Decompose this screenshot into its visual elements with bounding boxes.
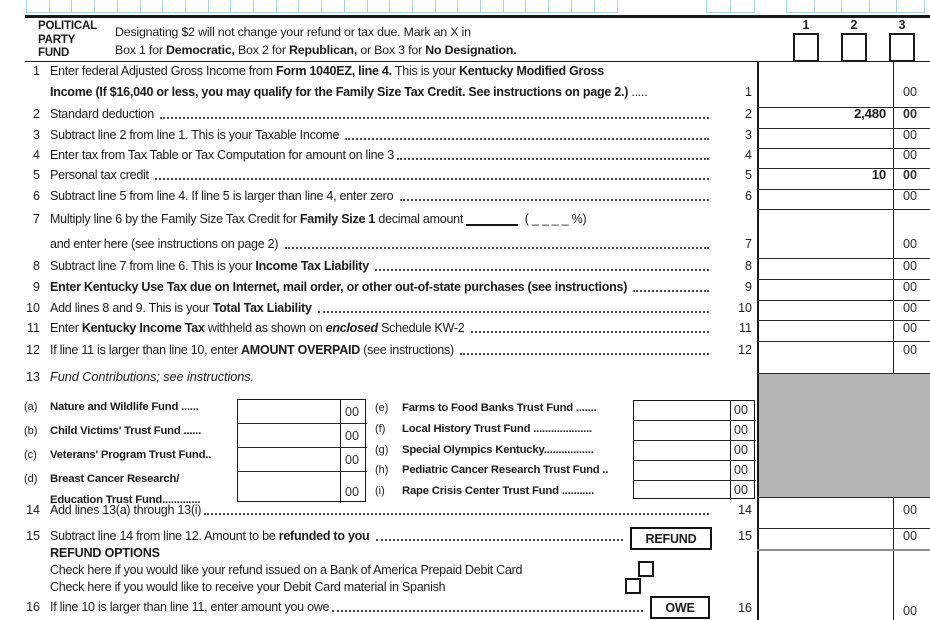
party-designation-checkbox-2[interactable] bbox=[841, 33, 867, 62]
right-line-number-3: 3 bbox=[745, 128, 752, 142]
left-line-number-12: 12 bbox=[26, 343, 40, 357]
text-segment: Box 2 for bbox=[234, 43, 290, 57]
text-segment bbox=[627, 280, 630, 294]
line-9-label bbox=[50, 280, 712, 294]
text-segment: Box 1 for bbox=[115, 43, 167, 57]
left-line-number-5: 5 bbox=[33, 168, 40, 182]
left-line-number-8: 8 bbox=[33, 259, 40, 273]
line-5-label bbox=[50, 168, 712, 182]
text-segment: Personal tax credit bbox=[50, 168, 152, 182]
text-segment: (see instructions) bbox=[359, 343, 458, 357]
entry-cell[interactable] bbox=[321, 0, 345, 13]
right-line-number-16: 16 bbox=[738, 601, 752, 615]
party-instruction-line-2 bbox=[115, 43, 517, 57]
fund-g-cents-value: 00 bbox=[733, 443, 748, 457]
entry-cell[interactable] bbox=[548, 0, 572, 13]
text-segment: Kentucky Modified Gross bbox=[458, 64, 604, 78]
text-segment: Democratic, bbox=[166, 43, 235, 57]
entry-cell[interactable] bbox=[344, 0, 368, 13]
fund-f-amount-field[interactable] bbox=[634, 421, 728, 439]
fund-a-label: Nature and Wildlife Fund ...... bbox=[50, 401, 199, 413]
line-1-label bbox=[50, 85, 712, 99]
fund-d-label: Breast Cancer Research/ bbox=[50, 473, 180, 485]
party-fund-instructions bbox=[115, 25, 517, 61]
right-line-number-8: 8 bbox=[745, 259, 752, 273]
right-line-number-10: 10 bbox=[738, 301, 752, 315]
left-line-number-7: 7 bbox=[33, 212, 40, 226]
line-13-label: Fund Contributions; see instructions. bbox=[50, 369, 254, 384]
entry-cell[interactable] bbox=[26, 0, 50, 13]
fund-b-cents-value: 00 bbox=[344, 429, 359, 443]
text-segment: refunded to you bbox=[278, 529, 370, 543]
entry-cell[interactable] bbox=[49, 0, 73, 13]
entry-cell[interactable] bbox=[71, 0, 95, 13]
text-segment: Income (If $16,040 or less, you may qualify for the Family Size Tax Credit. See instructions on page 2.) bbox=[50, 85, 629, 99]
dotted-leader bbox=[397, 158, 709, 160]
entry-cell[interactable] bbox=[253, 0, 277, 13]
fund-e-amount-field[interactable] bbox=[634, 401, 728, 419]
left-line-number-14: 14 bbox=[26, 503, 40, 517]
text-segment: Income Tax Liability bbox=[255, 259, 369, 273]
line-7-label bbox=[50, 237, 712, 251]
text-segment: ( _ _ _ _ %) bbox=[518, 212, 587, 226]
line-5-cents-value: 00 bbox=[902, 168, 917, 182]
left-line-number-16: 16 bbox=[26, 600, 40, 614]
fund-h-label: Pediatric Cancer Research Trust Fund .. bbox=[402, 464, 609, 476]
right-line-number-15: 15 bbox=[738, 529, 752, 543]
fund-i-letter: (i) bbox=[375, 485, 385, 497]
entry-cell[interactable] bbox=[706, 0, 731, 13]
text-segment: Add lines 13(a) through 13(i) bbox=[50, 503, 202, 517]
party-instruction-line-1 bbox=[115, 25, 517, 39]
fund-i-cents-value: 00 bbox=[733, 483, 748, 497]
entry-cell[interactable] bbox=[94, 0, 118, 13]
left-line-number-6: 6 bbox=[33, 189, 40, 203]
fund-c-letter: (c) bbox=[24, 449, 37, 461]
fund-c-amount-field[interactable] bbox=[238, 448, 339, 470]
fund-h-cents-value: 00 bbox=[733, 463, 748, 477]
line-11-label bbox=[50, 321, 712, 335]
spanish-material-checkbox[interactable] bbox=[625, 578, 641, 594]
entry-cell[interactable] bbox=[185, 0, 209, 13]
entry-cell[interactable] bbox=[503, 0, 527, 13]
fund-a-cents-value: 00 bbox=[344, 405, 359, 419]
text-segment: Form 1040EZ, line 4. bbox=[275, 64, 392, 78]
entry-cell[interactable] bbox=[480, 0, 504, 13]
line-12-label bbox=[50, 343, 712, 357]
fund-b-amount-field[interactable] bbox=[238, 424, 339, 446]
party-designation-checkbox-3[interactable] bbox=[889, 33, 915, 62]
line-15-cents-value: 00 bbox=[902, 529, 917, 543]
right-line-number-11: 11 bbox=[739, 321, 752, 335]
text-segment: Enter federal Adjusted Gross Income from bbox=[50, 64, 276, 78]
right-line-number-9: 9 bbox=[745, 280, 752, 294]
entry-cell[interactable] bbox=[786, 0, 815, 13]
fund-d-label-2: Education Trust Fund............. bbox=[50, 494, 201, 506]
fund-h-amount-field[interactable] bbox=[634, 461, 728, 479]
line-2-amount-value: 2,480 bbox=[853, 106, 886, 121]
text-segment: Multiply line 6 by the Family Size Tax Credit for bbox=[50, 212, 300, 226]
text-segment bbox=[312, 301, 315, 315]
fund-d-cents-value: 00 bbox=[344, 485, 359, 499]
text-segment: enclosed bbox=[325, 321, 378, 335]
line-6-label bbox=[50, 189, 712, 203]
dotted-leader bbox=[332, 610, 643, 612]
text-segment: If line 10 is larger than line 11, enter amount you owe bbox=[50, 600, 330, 614]
line-4-label bbox=[50, 148, 712, 162]
line-10-cents-value: 00 bbox=[902, 301, 917, 315]
owe-badge: OWE bbox=[650, 596, 710, 619]
fund-b-label: Child Victims' Trust Fund ...... bbox=[50, 425, 202, 437]
left-line-number-4: 4 bbox=[33, 148, 40, 162]
text-segment: Subtract line 7 from line 6. This is your bbox=[50, 259, 256, 273]
party-box-number-3: 3 bbox=[898, 18, 906, 32]
text-segment: Enter Kentucky Use Tax due on Internet, mail order, or other out-of-state purchases (see instructions) bbox=[50, 280, 628, 294]
fund-a-amount-field[interactable] bbox=[238, 400, 339, 422]
shaded-no-entry-area bbox=[759, 374, 930, 497]
text-segment: and enter here (see instructions on page 2) bbox=[50, 237, 282, 251]
dotted-leader bbox=[460, 353, 709, 355]
line-1-cents-value: 00 bbox=[902, 85, 917, 99]
fund-e-letter: (e) bbox=[375, 402, 389, 414]
party-box-number-2: 2 bbox=[850, 18, 858, 32]
fund-e-label: Farms to Food Banks Trust Fund ....... bbox=[402, 402, 597, 414]
left-line-number-13: 13 bbox=[26, 370, 40, 384]
entry-cell[interactable] bbox=[389, 0, 413, 13]
right-line-number-14: 14 bbox=[738, 503, 752, 517]
party-box-number-1: 1 bbox=[802, 18, 810, 32]
entry-cell[interactable] bbox=[412, 0, 436, 13]
refund-badge: REFUND bbox=[630, 527, 712, 550]
line-2-label bbox=[50, 107, 712, 121]
fund-g-letter: (g) bbox=[375, 444, 389, 456]
text-segment: decimal amount bbox=[375, 212, 467, 226]
line-7-label bbox=[50, 212, 712, 226]
entry-cell[interactable] bbox=[435, 0, 459, 13]
entry-cell[interactable] bbox=[730, 0, 755, 13]
fund-e-cents-value: 00 bbox=[733, 403, 748, 417]
entry-cell[interactable] bbox=[869, 0, 898, 13]
line-14-label bbox=[50, 503, 712, 517]
text-segment: Subtract line 14 from line 12. Amount to be bbox=[50, 529, 279, 543]
line-15-label bbox=[50, 529, 626, 543]
dotted-leader bbox=[633, 290, 709, 292]
entry-cell[interactable] bbox=[814, 0, 843, 13]
entry-cell[interactable] bbox=[841, 0, 870, 13]
text-segment: Kentucky Income Tax bbox=[81, 321, 205, 335]
right-line-number-12: 12 bbox=[738, 343, 752, 357]
text-segment: Family Size 1 bbox=[299, 212, 376, 226]
text-segment: Add lines 8 and 9. This is your bbox=[50, 301, 213, 315]
line-11-cents-value: 00 bbox=[902, 321, 917, 335]
right-line-number-1: 1 bbox=[745, 85, 752, 99]
entry-cell[interactable] bbox=[276, 0, 300, 13]
fund-h-letter: (h) bbox=[375, 464, 389, 476]
line-10-label bbox=[50, 301, 712, 315]
entry-cell[interactable] bbox=[117, 0, 141, 13]
fund-c-cents-value: 00 bbox=[344, 453, 359, 467]
entry-cell[interactable] bbox=[298, 0, 322, 13]
line-3-label bbox=[50, 128, 712, 142]
text-segment: No Designation. bbox=[425, 43, 517, 57]
right-line-number-7: 7 bbox=[745, 237, 752, 251]
text-segment bbox=[369, 259, 372, 273]
line-9-cents-value: 00 bbox=[902, 280, 917, 294]
line-2-cents-value: 00 bbox=[902, 107, 917, 121]
fund-b-letter: (b) bbox=[24, 425, 38, 437]
text-segment: AMOUNT OVERPAID bbox=[241, 343, 360, 357]
text-segment: Subtract line 5 from line 4. If line 5 is larger than line 4, enter zero bbox=[50, 189, 397, 203]
party-label-line-2: PARTY bbox=[38, 33, 76, 46]
text-segment: Republican, bbox=[289, 43, 358, 57]
fund-f-cents-value: 00 bbox=[733, 423, 748, 437]
text-segment: or Box 3 for bbox=[357, 43, 426, 57]
entry-cell[interactable] bbox=[571, 0, 595, 13]
dotted-leader bbox=[204, 513, 709, 515]
text-segment: Subtract line 2 from line 1. This is your Taxable Income bbox=[50, 128, 343, 142]
left-line-number-11: 11 bbox=[27, 321, 40, 335]
line-6-cents-value: 00 bbox=[902, 189, 917, 203]
entry-cell[interactable] bbox=[208, 0, 232, 13]
text-segment: ..... bbox=[628, 85, 648, 99]
dotted-leader bbox=[285, 247, 709, 249]
entry-cell[interactable] bbox=[140, 0, 164, 13]
entry-cell[interactable] bbox=[162, 0, 186, 13]
line-8-cents-value: 00 bbox=[902, 259, 917, 273]
entry-cell[interactable] bbox=[230, 0, 254, 13]
text-segment: withheld as shown on bbox=[204, 321, 326, 335]
text-segment bbox=[369, 529, 372, 543]
debit-card-checkbox[interactable] bbox=[638, 561, 654, 577]
line-1-label bbox=[50, 64, 712, 78]
party-designation-checkbox-1[interactable] bbox=[793, 33, 819, 62]
dotted-leader bbox=[345, 138, 709, 140]
line-14-cents-value: 00 bbox=[902, 503, 917, 517]
refund-options-heading: REFUND OPTIONS bbox=[50, 546, 160, 560]
fund-f-label: Local History Trust Fund .................... bbox=[402, 423, 592, 435]
line-3-cents-value: 00 bbox=[902, 128, 917, 142]
entry-cell[interactable] bbox=[896, 0, 925, 13]
dotted-leader bbox=[155, 178, 709, 180]
text-segment: Designating $2 will not change your refund or tax due. Mark an X in bbox=[115, 25, 471, 39]
dotted-leader bbox=[376, 539, 623, 541]
right-line-number-6: 6 bbox=[745, 189, 752, 203]
line-16-cents-value: 00 bbox=[902, 604, 917, 618]
fund-i-amount-field[interactable] bbox=[634, 481, 728, 499]
left-line-number-10: 10 bbox=[26, 301, 40, 315]
party-label-line-3: FUND bbox=[38, 47, 70, 59]
left-line-number-9: 9 bbox=[33, 280, 40, 294]
text-segment: If line 11 is larger than line 10, enter bbox=[50, 343, 242, 357]
text-segment: Enter bbox=[50, 321, 82, 335]
right-line-number-5: 5 bbox=[745, 168, 752, 182]
dotted-leader bbox=[318, 311, 709, 313]
entry-cell[interactable] bbox=[525, 0, 549, 13]
line-12-cents-value: 00 bbox=[902, 343, 917, 357]
party-label-line-1: POLITICAL bbox=[38, 20, 97, 32]
text-segment: This is your bbox=[391, 64, 459, 78]
dotted-leader bbox=[400, 199, 709, 201]
political-party-fund-label bbox=[38, 20, 97, 61]
entry-cell[interactable] bbox=[457, 0, 481, 13]
fund-c-label: Veterans' Program Trust Fund.. bbox=[50, 449, 212, 461]
text-segment: Enter tax from Tax Table or Tax Computation for amount on line 3 bbox=[50, 148, 394, 162]
entry-cell[interactable] bbox=[594, 0, 618, 13]
fund-g-label: Special Olympics Kentucky................. bbox=[402, 444, 594, 456]
dotted-leader bbox=[471, 331, 709, 333]
line-4-cents-value: 00 bbox=[902, 148, 917, 162]
text-segment: Standard deduction bbox=[50, 107, 158, 121]
spanish-material-option-label: Check here if you would like to receive your Debit Card material in Spanish bbox=[50, 580, 446, 594]
line-5-amount-value: 10 bbox=[871, 167, 886, 182]
left-line-number-2: 2 bbox=[33, 107, 40, 121]
left-line-number-15: 15 bbox=[26, 529, 40, 543]
fund-g-amount-field[interactable] bbox=[634, 441, 728, 459]
line-7-cents-value: 00 bbox=[902, 237, 917, 251]
left-line-number-3: 3 bbox=[33, 128, 40, 142]
text-segment: Total Tax Liability bbox=[212, 301, 312, 315]
fund-a-letter: (a) bbox=[24, 401, 38, 413]
right-line-number-4: 4 bbox=[745, 148, 752, 162]
dotted-leader bbox=[375, 269, 709, 271]
text-segment: Schedule KW-2 bbox=[377, 321, 468, 335]
fund-f-letter: (f) bbox=[375, 423, 386, 435]
fill-in-blank[interactable] bbox=[466, 212, 518, 226]
entry-cell[interactable] bbox=[367, 0, 391, 13]
line-8-label bbox=[50, 259, 712, 273]
line-16-label bbox=[50, 600, 646, 614]
debit-card-option-label: Check here if you would like your refund issued on a Bank of America Prepaid Debit Card bbox=[50, 563, 523, 577]
fund-d-amount-field[interactable] bbox=[238, 472, 339, 502]
dotted-leader bbox=[160, 117, 709, 119]
fund-d-letter: (d) bbox=[24, 473, 38, 485]
fund-i-label: Rape Crisis Center Trust Fund ........... bbox=[402, 485, 595, 497]
left-line-number-1: 1 bbox=[33, 64, 40, 78]
right-line-number-2: 2 bbox=[745, 107, 752, 121]
